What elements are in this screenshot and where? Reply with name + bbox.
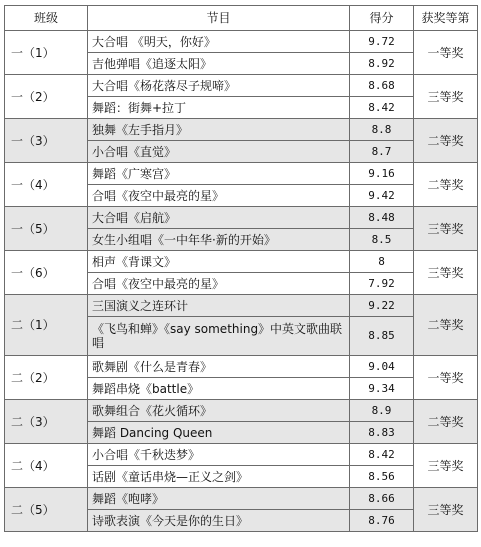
class-cell: 二（2） <box>5 356 88 400</box>
score-cell: 8.83 <box>350 422 414 444</box>
score-cell: 9.34 <box>350 378 414 400</box>
table-row <box>5 119 478 141</box>
class-cell: 一（2） <box>5 75 88 119</box>
class-cell: 二（4） <box>5 444 88 488</box>
class-cell: 二（5） <box>5 488 88 532</box>
program-cell: 小合唱《直觉》 <box>88 141 350 163</box>
award-cell: 二等奖 <box>414 400 478 444</box>
class-cell: 二（3） <box>5 400 88 444</box>
award-cell: 一等奖 <box>414 356 478 400</box>
table-row <box>5 356 478 378</box>
program-cell: 大合唱 《明天，你好》 <box>88 31 350 53</box>
score-cell: 8.9 <box>350 400 414 422</box>
score-cell: 8.7 <box>350 141 414 163</box>
program-cell: 大合唱《杨花落尽子规啼》 <box>88 75 350 97</box>
class-cell: 一（6） <box>5 251 88 295</box>
score-cell: 8.5 <box>350 229 414 251</box>
program-cell: 舞蹈《广寒宫》 <box>88 163 350 185</box>
score-cell: 8.85 <box>350 317 414 356</box>
table-row <box>5 251 478 273</box>
program-cell: 《飞鸟和蝉》《say something》中英文歌曲联唱 <box>88 317 350 356</box>
award-cell: 二等奖 <box>414 295 478 356</box>
score-cell: 8.66 <box>350 488 414 510</box>
award-cell: 三等奖 <box>414 488 478 532</box>
header-row <box>5 6 478 31</box>
score-cell: 8.48 <box>350 207 414 229</box>
award-cell: 三等奖 <box>414 251 478 295</box>
header-class: 班级 <box>5 6 88 31</box>
table-row <box>5 488 478 510</box>
program-cell: 舞蹈《咆哮》 <box>88 488 350 510</box>
program-cell: 歌舞剧《什么是青春》 <box>88 356 350 378</box>
header-program: 节目 <box>88 6 350 31</box>
program-cell: 合唱《夜空中最亮的星》 <box>88 185 350 207</box>
score-cell: 8.92 <box>350 53 414 75</box>
score-cell: 9.72 <box>350 31 414 53</box>
score-cell: 8.42 <box>350 97 414 119</box>
table-row <box>5 31 478 53</box>
award-cell: 二等奖 <box>414 119 478 163</box>
program-cell: 合唱《夜空中最亮的星》 <box>88 273 350 295</box>
score-cell: 9.42 <box>350 185 414 207</box>
table-row <box>5 207 478 229</box>
class-cell: 一（4） <box>5 163 88 207</box>
table-row <box>5 444 478 466</box>
program-cell: 舞蹈串烧《battle》 <box>88 378 350 400</box>
score-cell: 9.22 <box>350 295 414 317</box>
award-cell: 一等奖 <box>414 31 478 75</box>
results-body <box>5 31 478 532</box>
program-cell: 独舞《左手指月》 <box>88 119 350 141</box>
score-cell: 8.76 <box>350 510 414 532</box>
class-cell: 一（1） <box>5 31 88 75</box>
table-row <box>5 75 478 97</box>
score-cell: 9.04 <box>350 356 414 378</box>
program-cell: 吉他弹唱《追逐太阳》 <box>88 53 350 75</box>
award-cell: 二等奖 <box>414 163 478 207</box>
program-cell: 舞蹈 Dancing Queen <box>88 422 350 444</box>
table-row <box>5 163 478 185</box>
award-cell: 三等奖 <box>414 75 478 119</box>
score-cell: 7.92 <box>350 273 414 295</box>
table-row <box>5 295 478 317</box>
class-cell: 二（1） <box>5 295 88 356</box>
header-score: 得分 <box>350 6 414 31</box>
table-row <box>5 400 478 422</box>
score-cell: 8 <box>350 251 414 273</box>
score-cell: 8.8 <box>350 119 414 141</box>
header-award: 获奖等第 <box>414 6 478 31</box>
results-table <box>4 5 478 532</box>
program-cell: 相声《背课文》 <box>88 251 350 273</box>
award-cell: 三等奖 <box>414 207 478 251</box>
class-cell: 一（5） <box>5 207 88 251</box>
award-cell: 三等奖 <box>414 444 478 488</box>
program-cell: 话剧《童话串烧—正义之剑》 <box>88 466 350 488</box>
program-cell: 女生小组唱《一中年华·新的开始》 <box>88 229 350 251</box>
program-cell: 大合唱《启航》 <box>88 207 350 229</box>
program-cell: 舞蹈：街舞+拉丁 <box>88 97 350 119</box>
program-cell: 三国演义之连环计 <box>88 295 350 317</box>
score-cell: 9.16 <box>350 163 414 185</box>
class-cell: 一（3） <box>5 119 88 163</box>
program-cell: 歌舞组合《花火循环》 <box>88 400 350 422</box>
score-cell: 8.56 <box>350 466 414 488</box>
program-cell: 诗歌表演《今天是你的生日》 <box>88 510 350 532</box>
program-cell: 小合唱《千秋迭梦》 <box>88 444 350 466</box>
score-cell: 8.42 <box>350 444 414 466</box>
score-cell: 8.68 <box>350 75 414 97</box>
